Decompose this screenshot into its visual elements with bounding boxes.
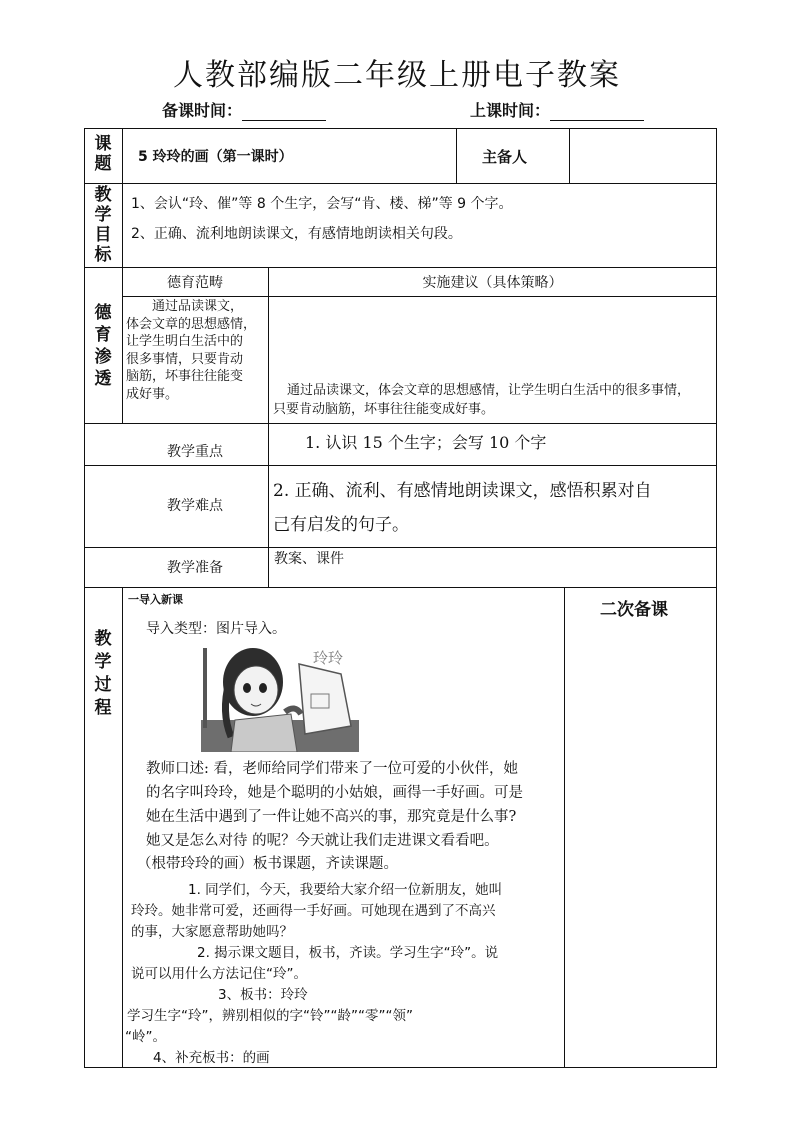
label-char: 学 [94,205,112,225]
label-char: 题 [94,154,112,174]
label-char: 课 [94,134,112,154]
row-divider [84,465,717,466]
moral-label [93,302,113,390]
text-line: 脑筋，坏事往往能变 [126,369,244,384]
label-char: 过 [94,675,112,695]
text-line: 让学生明白生活中的 [126,334,244,349]
moral-col2-header: 实施建议（具体策略） [422,275,563,291]
label-char: 教 [94,185,112,205]
text-line: 4、补充板书：的画 [153,1050,270,1066]
class-time-blank [550,104,644,121]
row-divider [84,183,717,184]
prep-time-field [162,98,326,121]
preparation-value: 教案、课件 [274,551,344,567]
class-time-field [470,98,644,121]
text-line: 1. 同学们，今天，我要给大家介绍一位新朋友，她叫 [188,882,503,898]
label-char: 德 [94,303,112,323]
topic-label [93,134,113,174]
prep-time-label: 备课时间： [162,101,243,120]
difficulties-label: 教学难点 [167,498,223,514]
goal-item-1: 1、会认“玲、催”等 8 个生字，会写“肯、楼、梯”等 9 个字。 [131,196,513,212]
text-line: 说可以用什么方法记住“玲”。 [131,966,307,982]
text-line: 教师口述: 看，老师给同学们带来了一位可爱的小伙伴，她 [146,761,518,777]
moral-col1-header: 德育范畴 [167,275,223,291]
teaching-steps [125,880,503,1069]
text-line: 2. 正确、流利、有感情地朗读课文，感悟积累对自 [273,481,652,501]
label-char: 渗 [94,347,112,367]
text-line: 的名字叫玲玲，她是个聪明的小姑娘，画得一手好画。可是 [146,785,523,801]
text-line: 很多事情，只要肯动 [126,351,244,367]
difficulties-value [273,474,652,542]
row-divider [84,267,717,268]
label-char: 学 [94,652,112,672]
label-char: 透 [94,369,112,389]
text-line: 成好事。 [126,386,179,402]
document-title: 人教部编版二年级上册电子教案 [173,58,621,93]
label-char: 育 [94,325,112,345]
preparer-label: 主备人 [482,148,528,166]
lingling-illustration [201,642,359,752]
moral-category-text [126,298,256,403]
text-line: 通过品读课文， [152,299,244,314]
teacher-narration [137,757,523,875]
text-line: 她在生活中遇到了一件让她不高兴的事，那究竟是什么事? [146,809,517,825]
text-line: 学习生字“玲”，辨别相似的字“铃”“龄”“零”“领” [127,1008,413,1024]
text-line: 的事，大家愿意帮助她吗？ [131,924,293,940]
row-divider [84,587,717,588]
row-divider [84,423,717,424]
text-line: 3、板书：玲玲 [218,987,308,1003]
text-line: “岭”。 [125,1029,166,1045]
class-time-label: 上课时间： [470,101,551,120]
text-line: 体会文章的思想感情， [126,316,257,332]
text-line: 她又是怎么对待 的呢？今天就让我们走进课文看看吧。 [146,833,499,849]
process-label [93,628,113,720]
col-divider [268,267,269,587]
row-divider [84,547,717,548]
text-line: 玲玲。她非常可爱，还画得一手好画。可她现在遇到了不高兴 [131,903,496,919]
goal-item-2: 2、正确、流利地朗读课文，有感情地朗读相关句段。 [131,226,462,242]
intro-type: 导入类型：图片导入。 [146,621,286,637]
col-divider [569,128,570,183]
prep-time-blank [242,104,326,121]
lesson-topic: 5 玲玲的画（第一课时） [138,149,293,165]
moral-strategy-text [273,381,690,419]
label-char: 目 [94,225,112,245]
row-divider [122,296,717,297]
label-char: 教 [94,629,112,649]
col-divider [456,128,457,183]
text-line: （根帯玲玲的画）板书课题，齐读课题。 [137,856,398,872]
label-char: 程 [94,698,112,718]
col-divider [122,587,123,1068]
second-prep-heading: 二次备课 [600,600,668,620]
text-line: 通过品读课文，体会文章的思想感情，让学生明白生活中的很多事情， [287,383,691,398]
goals-label [93,185,113,265]
label-char: 标 [94,245,112,265]
text-line: 己有启发的句子。 [273,515,409,535]
image-caption: 玲玲 [313,649,344,667]
key-points-label: 教学重点 [167,444,223,460]
text-line: 只要肯动脑筋，坏事往往能变成好事。 [273,402,495,417]
col-divider [564,587,565,1068]
key-points-value: 1. 认识 15 个生字；会写 10 个字 [305,433,547,452]
section-title: 一导入新课 [128,593,183,606]
preparation-label: 教学准备 [167,560,223,576]
text-line: 2. 揭示课文题目，板书，齐读。学习生字“玲”。说 [197,945,499,961]
